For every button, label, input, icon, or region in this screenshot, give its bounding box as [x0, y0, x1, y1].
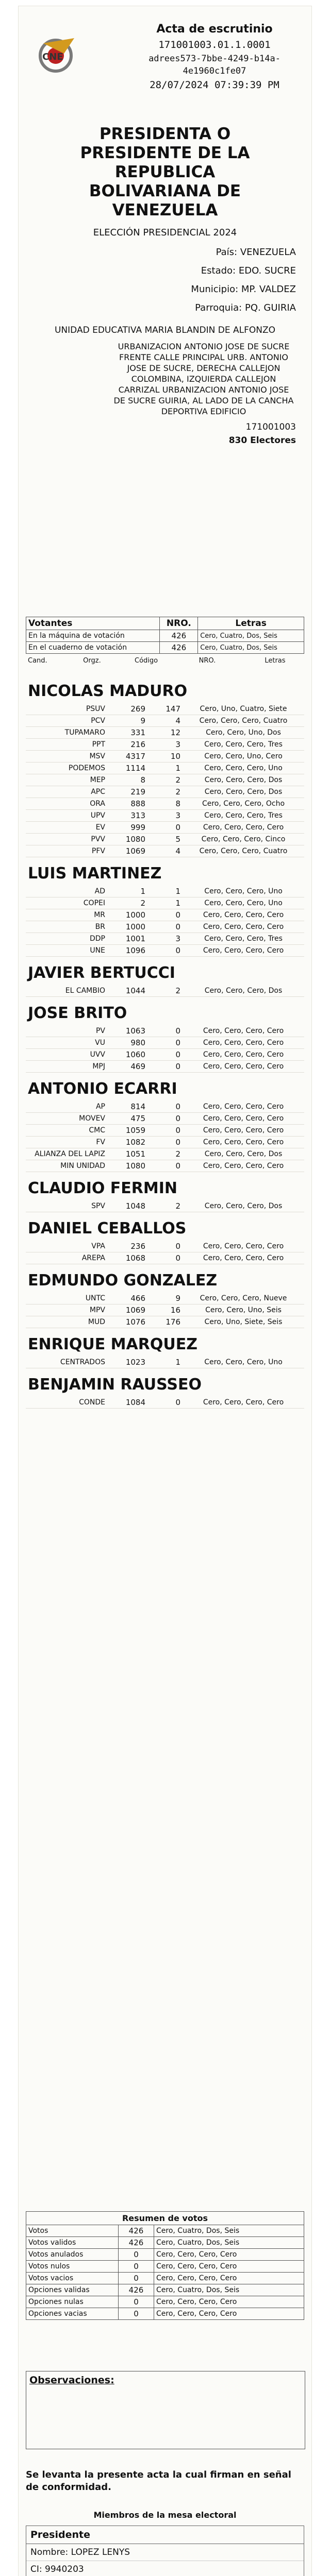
result-nro: 426: [119, 2284, 154, 2296]
candidate-votes-table: [26, 1025, 304, 1073]
party-code: 1001: [107, 933, 147, 945]
party-votes-letras: Cero, Cero, Cero, Tres: [183, 933, 304, 945]
party-votes-letras: Cero, Cero, Cero, Uno: [183, 897, 304, 909]
party-votes-letras: Cero, Uno, Siete, Seis: [183, 1316, 304, 1328]
candidate-name: JOSE BRITO: [28, 1004, 127, 1022]
party-votes: 16: [147, 1304, 183, 1316]
party-votes: 0: [147, 1101, 183, 1113]
party-org: MSV: [26, 751, 107, 762]
party-row: [26, 1113, 304, 1125]
result-row: [26, 2225, 304, 2237]
result-label: Votos anulados: [26, 2249, 119, 2261]
result-letras: Cero, Cuatro, Dos, Seis: [154, 2284, 304, 2296]
result-label: Votos validos: [26, 2237, 119, 2249]
party-code: 219: [107, 786, 147, 798]
municipio: Municipio: MP. VALDEZ: [191, 284, 296, 295]
party-row: [26, 774, 304, 786]
candidate-name: EDMUNDO GONZALEZ: [28, 1272, 218, 1290]
party-votes-letras: Cero, Cero, Cero, Dos: [183, 774, 304, 786]
party-org: BR: [26, 921, 107, 933]
result-row: [26, 2284, 304, 2296]
closing-text: Se levanta la presente acta la cual firman en señal de conformidad.: [26, 2469, 291, 2493]
result-nro: 0: [119, 2273, 154, 2284]
party-votes-letras: Cero, Cero, Cero, Cero: [183, 1101, 304, 1113]
result-row: [26, 2308, 304, 2320]
headline-4: BOLIVARIANA DE: [89, 182, 241, 200]
result-row: [26, 2261, 304, 2273]
candidate-votes-table: [26, 985, 304, 997]
party-org: VPA: [26, 1241, 107, 1252]
party-votes: 0: [147, 1049, 183, 1061]
party-org: MEP: [26, 774, 107, 786]
party-code: 1000: [107, 909, 147, 921]
party-row: [26, 703, 304, 715]
member-name: Nombre: LOPEZ LENYS: [26, 2544, 304, 2561]
party-row: [26, 751, 304, 762]
party-code: 1084: [107, 1397, 147, 1409]
party-code: 1082: [107, 1137, 147, 1148]
party-votes: 0: [147, 921, 183, 933]
party-code: 1044: [107, 985, 147, 997]
party-votes-letras: Cero, Cero, Cero, Cero: [183, 945, 304, 957]
row-maquina-letras: Cero, Cuatro, Dos, Seis: [198, 630, 304, 642]
row-maquina-nro: 426: [160, 630, 198, 642]
party-row: [26, 1160, 304, 1172]
party-votes-letras: Cero, Cero, Cero, Cero: [183, 1025, 304, 1037]
party-code: 1051: [107, 1148, 147, 1160]
resumen-title: Resumen de votos: [26, 2211, 304, 2225]
result-letras: Cero, Cero, Cero, Cero: [154, 2261, 304, 2273]
party-org: COPEI: [26, 897, 107, 909]
party-code: 9: [107, 715, 147, 727]
col-nro: NRO.: [160, 617, 198, 630]
cne-logo: [33, 33, 85, 74]
party-votes-letras: Cero, Cero, Cero, Tres: [183, 810, 304, 822]
party-votes-letras: Cero, Cero, Cero, Cero: [183, 1125, 304, 1137]
party-votes: 176: [147, 1316, 183, 1328]
result-nro: 426: [119, 2225, 154, 2237]
result-letras: Cero, Cero, Cero, Cero: [154, 2296, 304, 2308]
party-votes-letras: Cero, Cero, Cero, Cero: [183, 1061, 304, 1073]
party-code: 1069: [107, 1304, 147, 1316]
party-org: AREPA: [26, 1252, 107, 1264]
party-votes-letras: Cero, Cero, Cero, Uno: [183, 1357, 304, 1368]
party-code: 313: [107, 810, 147, 822]
party-org: MUD: [26, 1316, 107, 1328]
party-row: [26, 1025, 304, 1037]
col-orgz: Orgz.: [83, 657, 101, 665]
party-row: [26, 1252, 304, 1264]
party-code: 1023: [107, 1357, 147, 1368]
candidate-name: ANTONIO ECARRI: [28, 1080, 177, 1098]
candidate-name: CLAUDIO FERMIN: [28, 1179, 178, 1197]
party-votes-letras: Cero, Cero, Cero, Dos: [183, 1148, 304, 1160]
headline-5: VENEZUELA: [112, 201, 218, 219]
party-code: 1063: [107, 1025, 147, 1037]
party-votes-letras: Cero, Cero, Cero, Cero: [183, 822, 304, 834]
acta-hash: adrees573-7bbe-4249-b14a-4e1960c1fe07: [148, 54, 280, 76]
party-votes: 3: [147, 810, 183, 822]
result-nro: 0: [119, 2261, 154, 2273]
party-row: [26, 1061, 304, 1073]
party-votes: 0: [147, 1252, 183, 1264]
party-row: [26, 1125, 304, 1137]
result-letras: Cero, Cero, Cero, Cero: [154, 2308, 304, 2320]
party-row: [26, 1241, 304, 1252]
party-code: 1000: [107, 921, 147, 933]
party-row: [26, 810, 304, 822]
party-code: 980: [107, 1037, 147, 1049]
col-votantes: Votantes: [26, 617, 160, 630]
party-votes: 2: [147, 786, 183, 798]
party-code: 1096: [107, 945, 147, 957]
codigo-centro: 171001003: [245, 422, 296, 432]
party-row: [26, 1293, 304, 1304]
party-row: [26, 834, 304, 845]
candidate-votes-table: [26, 1397, 304, 1409]
result-label: Votos: [26, 2225, 119, 2237]
party-votes: 4: [147, 715, 183, 727]
party-votes: 0: [147, 1025, 183, 1037]
party-org: CONDE: [26, 1397, 107, 1409]
result-label: Votos vacios: [26, 2273, 119, 2284]
party-code: 475: [107, 1113, 147, 1125]
party-code: 1059: [107, 1125, 147, 1137]
party-votes-letras: Cero, Cero, Cero, Uno: [183, 886, 304, 897]
pais: País: VENEZUELA: [216, 247, 296, 258]
party-org: UNTC: [26, 1293, 107, 1304]
party-code: 1060: [107, 1049, 147, 1061]
party-votes-letras: Cero, Cero, Cero, Cero: [183, 1049, 304, 1061]
party-code: 2: [107, 897, 147, 909]
party-code: 1068: [107, 1252, 147, 1264]
candidates-list: [26, 675, 304, 1409]
party-row: [26, 762, 304, 774]
party-votes: 0: [147, 1241, 183, 1252]
party-row: [26, 1316, 304, 1328]
party-org: EL CAMBIO: [26, 985, 107, 997]
party-org: PVV: [26, 834, 107, 845]
col-letras: Letras: [198, 617, 304, 630]
acta-document: [19, 6, 311, 2576]
party-org: MPV: [26, 1304, 107, 1316]
party-row: [26, 1357, 304, 1368]
result-letras: Cero, Cuatro, Dos, Seis: [154, 2225, 304, 2237]
party-votes-letras: Cero, Cero, Cero, Cero: [183, 1160, 304, 1172]
headline-2: PRESIDENTE DE LA: [80, 144, 250, 162]
party-votes: 12: [147, 727, 183, 739]
party-row: [26, 727, 304, 739]
result-nro: 0: [119, 2308, 154, 2320]
party-org: CENTRADOS: [26, 1357, 107, 1368]
party-votes-letras: Cero, Cero, Cero, Cinco: [183, 834, 304, 845]
party-votes-letras: Cero, Cero, Cero, Cero: [183, 1397, 304, 1409]
result-nro: 426: [119, 2237, 154, 2249]
party-code: 466: [107, 1293, 147, 1304]
candidate-votes-table: [26, 1200, 304, 1212]
member-role: Presidente: [26, 2526, 304, 2544]
party-row: [26, 1101, 304, 1113]
members-list: [26, 2526, 304, 2576]
party-votes-letras: Cero, Cero, Uno, Cero: [183, 751, 304, 762]
party-org: MOVEV: [26, 1113, 107, 1125]
party-votes: 0: [147, 1061, 183, 1073]
party-votes: 0: [147, 1160, 183, 1172]
party-code: 1114: [107, 762, 147, 774]
party-row: [26, 933, 304, 945]
party-votes-letras: Cero, Cero, Cero, Nueve: [183, 1293, 304, 1304]
direccion: URBANIZACION ANTONIO JOSE DE SUCRE FRENTE CALLE PRINCIPAL URB. ANTONIO JOSE DE SUCRE, DERECHA CALLEJON COLOMBINA, IZQUIERDA CALLEJON CARRIZAL URBANIZACION ANTONIO JOSE DE SUCRE GUIRIA, AL LADO DE LA CANCHA DEPORTIVA EDIFICIO: [113, 342, 294, 416]
members-title: Miembros de la mesa electoral: [93, 2510, 237, 2520]
party-org: AD: [26, 886, 107, 897]
result-label: Votos nulos: [26, 2261, 119, 2273]
member-ci: CI: 9940203: [26, 2561, 304, 2576]
result-label: Opciones validas: [26, 2284, 119, 2296]
result-letras: Cero, Cero, Cero, Cero: [154, 2249, 304, 2261]
party-row: [26, 897, 304, 909]
acta-title: Acta de escrutinio: [156, 23, 273, 36]
row-cuaderno-nro: 426: [160, 642, 198, 654]
party-code: 1076: [107, 1316, 147, 1328]
party-votes: 1: [147, 886, 183, 897]
party-row: [26, 798, 304, 810]
party-org: APC: [26, 786, 107, 798]
parroquia: Parroquia: PQ. GUIRIA: [195, 302, 296, 313]
party-code: 1069: [107, 845, 147, 857]
party-org: UPV: [26, 810, 107, 822]
party-votes-letras: Cero, Cero, Cero, Cero: [183, 1037, 304, 1049]
result-row: [26, 2273, 304, 2284]
result-row: [26, 2237, 304, 2249]
acta-id: 171001003.01.1.0001: [158, 39, 271, 50]
acta-header: [19, 6, 311, 627]
party-code: 1048: [107, 1200, 147, 1212]
party-row: [26, 822, 304, 834]
party-code: 8: [107, 774, 147, 786]
candidate-name: DANIEL CEBALLOS: [28, 1219, 187, 1238]
party-row: [26, 715, 304, 727]
candidate-votes-table: [26, 1101, 304, 1172]
party-row: [26, 1049, 304, 1061]
party-row: [26, 921, 304, 933]
party-code: 1080: [107, 1160, 147, 1172]
party-votes-letras: Cero, Cero, Cero, Cuatro: [183, 715, 304, 727]
result-row: [26, 2249, 304, 2261]
party-votes-letras: Cero, Cero, Cero, Dos: [183, 786, 304, 798]
party-code: 1080: [107, 834, 147, 845]
party-votes: 147: [147, 703, 183, 715]
party-votes: 0: [147, 909, 183, 921]
party-code: 814: [107, 1101, 147, 1113]
party-code: 216: [107, 739, 147, 751]
party-org: PFV: [26, 845, 107, 857]
party-row: [26, 1137, 304, 1148]
result-nro: 0: [119, 2249, 154, 2261]
candidate-name: JAVIER BERTUCCI: [28, 964, 175, 982]
party-votes: 0: [147, 1113, 183, 1125]
candidate-name: ENRIQUE MARQUEZ: [28, 1335, 197, 1353]
candidate-name: NICOLAS MADURO: [28, 682, 188, 700]
party-votes-letras: Cero, Cero, Cero, Uno: [183, 762, 304, 774]
party-org: ALIANZA DEL LAPIZ: [26, 1148, 107, 1160]
party-code: 331: [107, 727, 147, 739]
party-votes: 10: [147, 751, 183, 762]
headline-1: PRESIDENTA O: [99, 125, 231, 143]
party-votes-letras: Cero, Cero, Uno, Dos: [183, 727, 304, 739]
row-cuaderno-label: En el cuaderno de votación: [26, 642, 160, 654]
party-votes-letras: Cero, Cero, Cero, Cuatro: [183, 845, 304, 857]
party-org: UVV: [26, 1049, 107, 1061]
party-votes: 3: [147, 739, 183, 751]
election-name: ELECCIÓN PRESIDENCIAL 2024: [93, 227, 237, 238]
party-org: EV: [26, 822, 107, 834]
party-votes: 0: [147, 945, 183, 957]
party-votes-letras: Cero, Cero, Cero, Cero: [183, 1241, 304, 1252]
party-votes-letras: Cero, Uno, Cuatro, Siete: [183, 703, 304, 715]
party-votes-letras: Cero, Cero, Cero, Dos: [183, 985, 304, 997]
resumen-votos: [26, 2211, 304, 2320]
observaciones-box: [26, 2371, 305, 2449]
party-votes: 0: [147, 1037, 183, 1049]
party-row: [26, 1397, 304, 1409]
party-votes: 3: [147, 933, 183, 945]
candidate-votes-table: [26, 1293, 304, 1328]
row-maquina-label: En la máquina de votación: [26, 630, 160, 642]
candidate-name: BENJAMIN RAUSSEO: [28, 1376, 202, 1394]
result-label: Opciones vacias: [26, 2308, 119, 2320]
party-votes: 0: [147, 1397, 183, 1409]
party-row: [26, 739, 304, 751]
party-code: 999: [107, 822, 147, 834]
party-org: VU: [26, 1037, 107, 1049]
col-cand: Cand.: [28, 657, 47, 665]
party-org: MIN UNIDAD: [26, 1160, 107, 1172]
candidate-votes-table: [26, 703, 304, 857]
party-votes: 0: [147, 1137, 183, 1148]
party-votes-letras: Cero, Cero, Cero, Ocho: [183, 798, 304, 810]
party-votes: 2: [147, 985, 183, 997]
party-row: [26, 945, 304, 957]
party-org: MR: [26, 909, 107, 921]
party-org: SPV: [26, 1200, 107, 1212]
estado: Estado: EDO. SUCRE: [201, 265, 296, 276]
party-votes-letras: Cero, Cero, Cero, Tres: [183, 739, 304, 751]
party-votes-letras: Cero, Cero, Uno, Seis: [183, 1304, 304, 1316]
party-row: [26, 1304, 304, 1316]
result-letras: Cero, Cuatro, Dos, Seis: [154, 2237, 304, 2249]
electores: 830 Electores: [228, 435, 296, 446]
party-votes: 0: [147, 1125, 183, 1137]
result-label: Opciones nulas: [26, 2296, 119, 2308]
party-votes: 5: [147, 834, 183, 845]
party-org: ORA: [26, 798, 107, 810]
party-row: [26, 1037, 304, 1049]
col-codigo: Código: [135, 657, 158, 665]
centro-votacion: UNIDAD EDUCATIVA MARIA BLANDIN DE ALFONZO: [54, 325, 275, 335]
member-block: [26, 2526, 304, 2576]
party-row: [26, 985, 304, 997]
result-row: [26, 2296, 304, 2308]
party-row: [26, 909, 304, 921]
party-row: [26, 845, 304, 857]
party-org: UNE: [26, 945, 107, 957]
party-votes: 1: [147, 762, 183, 774]
party-votes-letras: Cero, Cero, Cero, Cero: [183, 1113, 304, 1125]
party-org: PODEMOS: [26, 762, 107, 774]
candidate-name: LUIS MARTINEZ: [28, 865, 162, 883]
party-votes: 4: [147, 845, 183, 857]
party-votes: 1: [147, 897, 183, 909]
party-code: 1: [107, 886, 147, 897]
observaciones-label: Observaciones:: [29, 2375, 114, 2386]
party-code: 469: [107, 1061, 147, 1073]
svg-text:CNE: CNE: [42, 52, 63, 62]
party-row: [26, 1200, 304, 1212]
party-votes-letras: Cero, Cero, Cero, Cero: [183, 921, 304, 933]
result-letras: Cero, Cero, Cero, Cero: [154, 2273, 304, 2284]
col-letras2: Letras: [265, 657, 286, 665]
acta-datetime: 28/07/2024 07:39:39 PM: [150, 79, 279, 91]
party-org: MPJ: [26, 1061, 107, 1073]
party-row: [26, 886, 304, 897]
party-org: PPT: [26, 739, 107, 751]
party-votes-letras: Cero, Cero, Cero, Dos: [183, 1200, 304, 1212]
party-org: TUPAMARO: [26, 727, 107, 739]
result-nro: 0: [119, 2296, 154, 2308]
candidate-votes-table: [26, 1241, 304, 1264]
party-org: FV: [26, 1137, 107, 1148]
party-votes: 1: [147, 1357, 183, 1368]
headline-3: REPUBLICA: [114, 163, 216, 181]
party-votes: 9: [147, 1293, 183, 1304]
party-org: PCV: [26, 715, 107, 727]
party-votes-letras: Cero, Cero, Cero, Cero: [183, 909, 304, 921]
party-code: 269: [107, 703, 147, 715]
candidate-votes-table: [26, 886, 304, 957]
party-votes: 2: [147, 1200, 183, 1212]
party-votes-letras: Cero, Cero, Cero, Cero: [183, 1252, 304, 1264]
party-row: [26, 786, 304, 798]
row-cuaderno-letras: Cero, Cuatro, Dos, Seis: [198, 642, 304, 654]
party-code: 888: [107, 798, 147, 810]
party-row: [26, 1148, 304, 1160]
party-code: 4317: [107, 751, 147, 762]
party-votes: 8: [147, 798, 183, 810]
candidate-votes-table: [26, 1357, 304, 1368]
party-org: PV: [26, 1025, 107, 1037]
party-org: AP: [26, 1101, 107, 1113]
col-nro2: NRO.: [199, 657, 216, 665]
party-org: CMC: [26, 1125, 107, 1137]
party-votes-letras: Cero, Cero, Cero, Cero: [183, 1137, 304, 1148]
party-org: DDP: [26, 933, 107, 945]
party-votes: 2: [147, 774, 183, 786]
party-code: 236: [107, 1241, 147, 1252]
party-votes: 2: [147, 1148, 183, 1160]
party-votes: 0: [147, 822, 183, 834]
party-org: PSUV: [26, 703, 107, 715]
votantes-section: [26, 617, 304, 666]
